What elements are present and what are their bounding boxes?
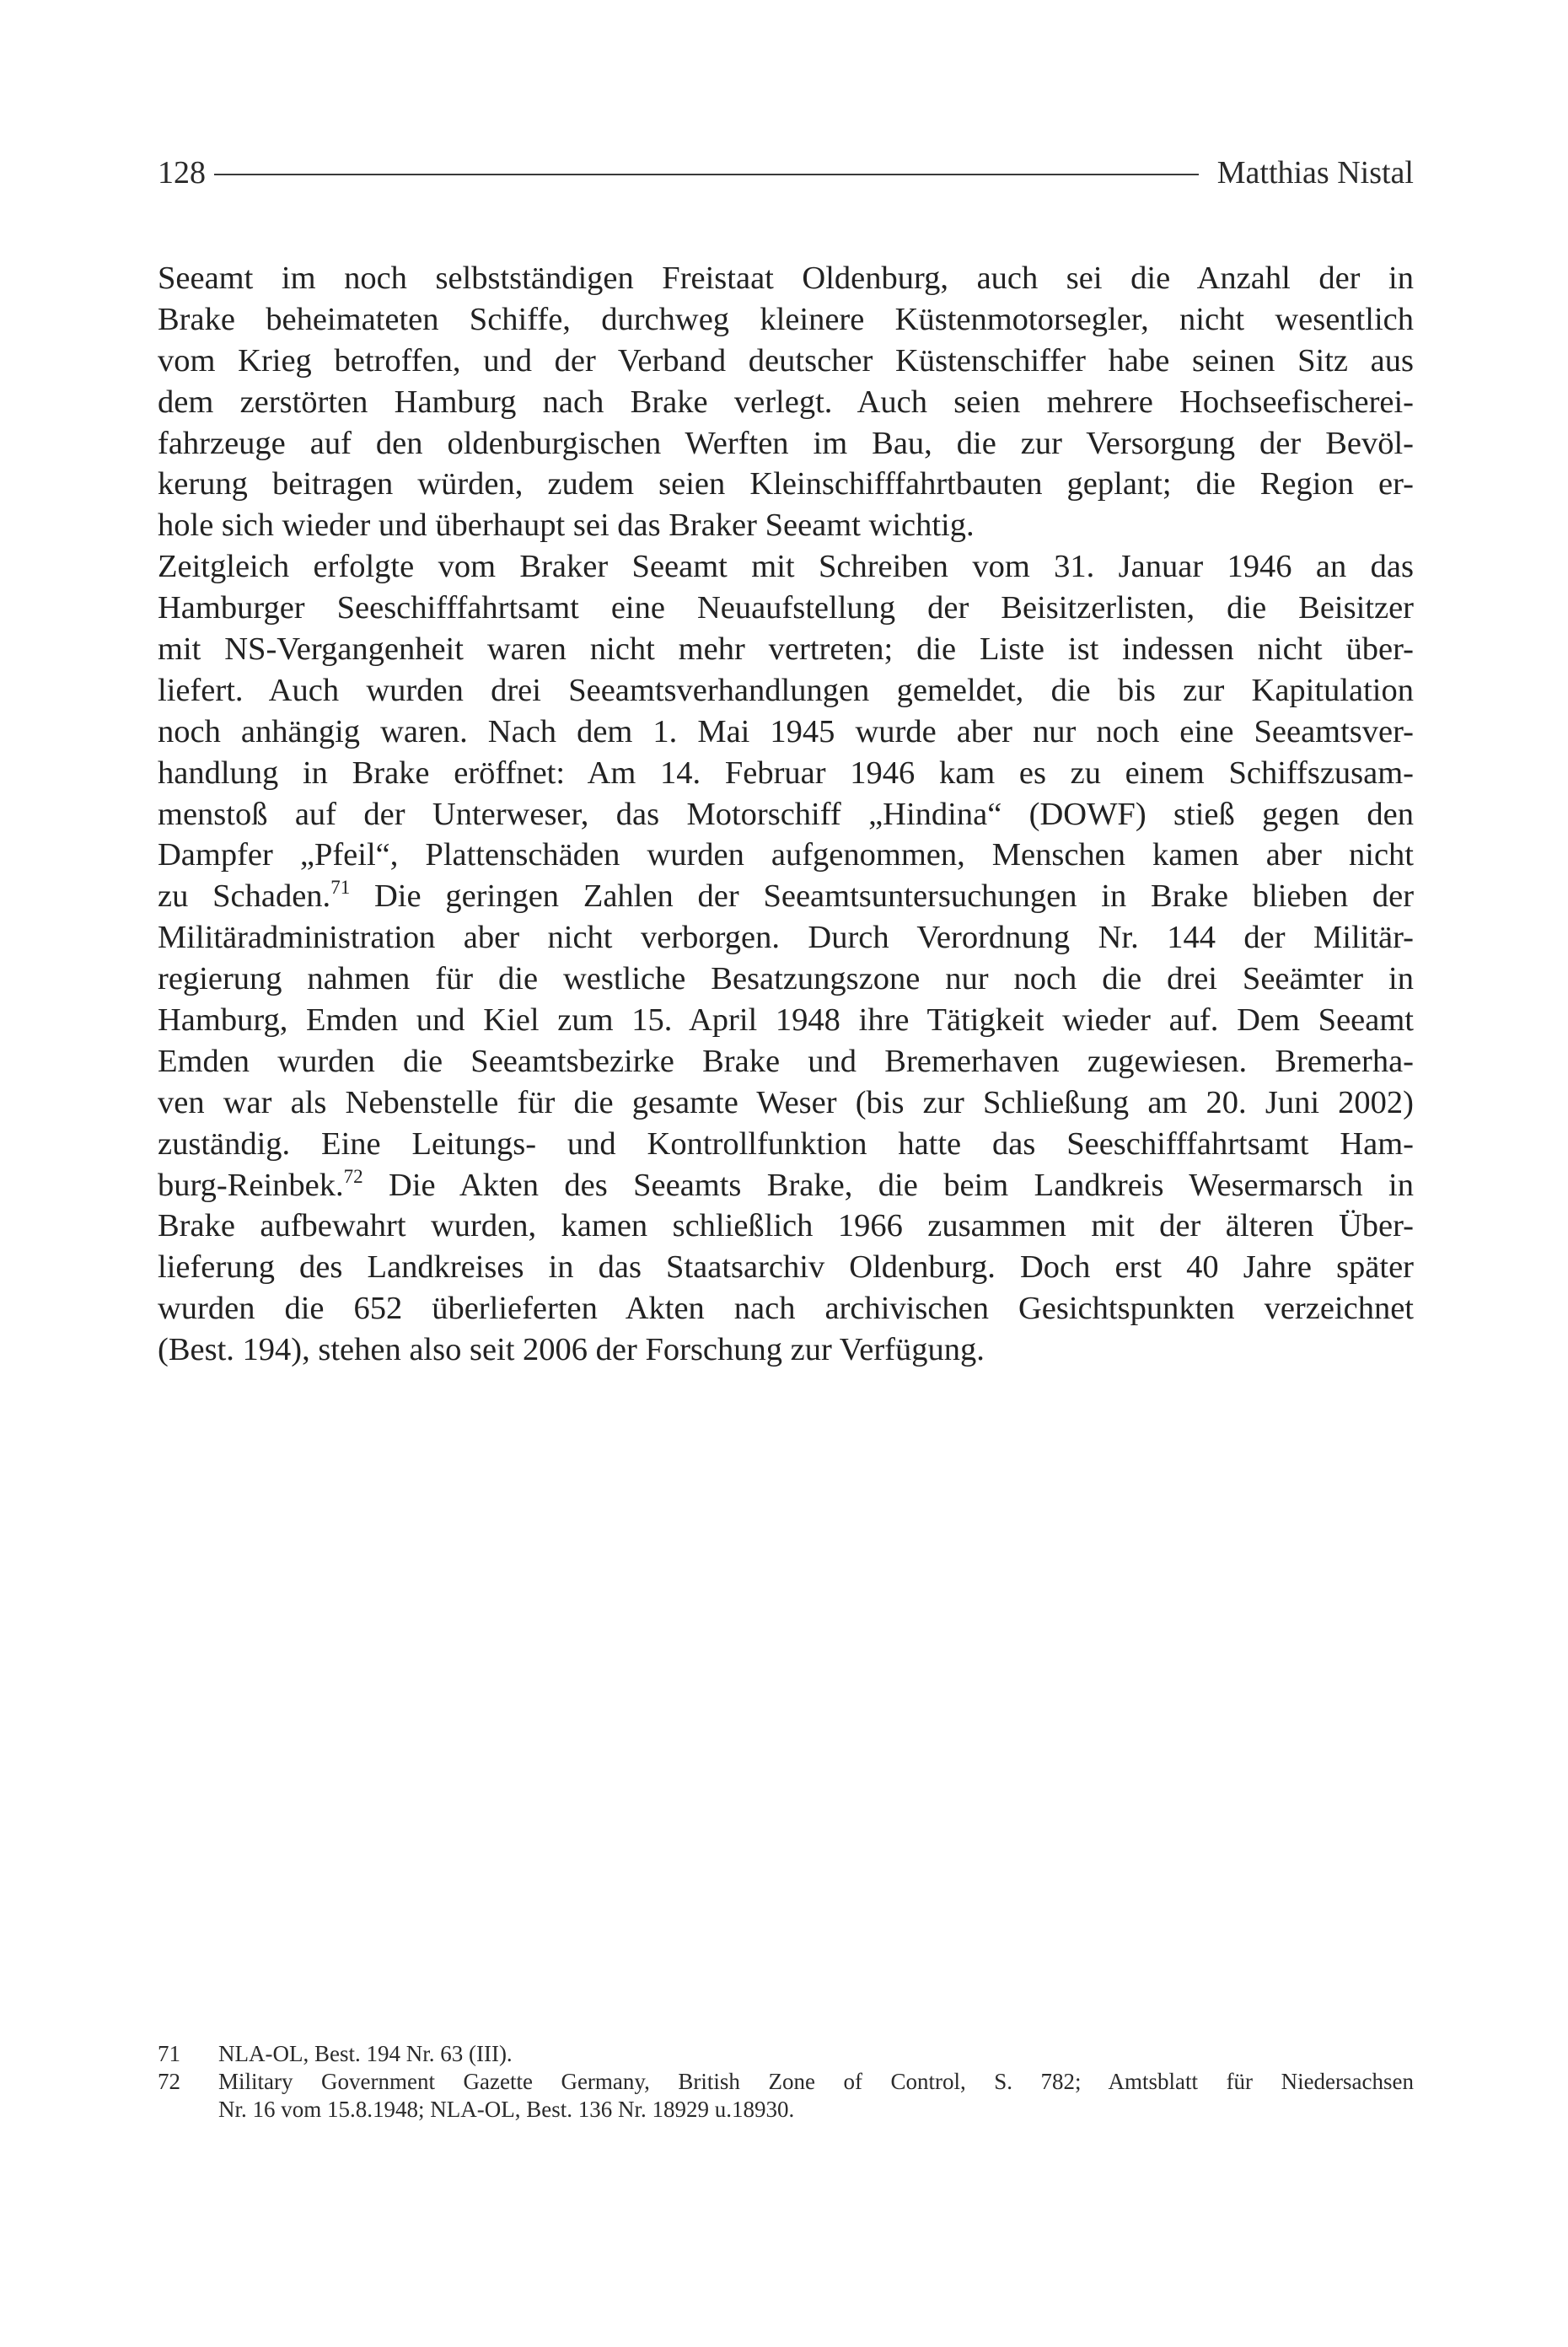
footnote-reference-71[interactable]: 71	[330, 877, 351, 899]
body-line: lieferung des Landkreises in das Staatsarchiv Oldenburg. Doch erst 40 Jahre später	[158, 1249, 1414, 1286]
footnote-72	[158, 2068, 1414, 2124]
body-line: Brake aufbewahrt wurden, kamen schließlich 1966 zusammen mit der älteren Über-	[158, 1208, 1414, 1244]
footnote-reference-72[interactable]: 72	[343, 1165, 363, 1187]
body-line: menstoß auf der Unterweser, das Motorschiff „Hindina“ (DOWF) stieß gegen den	[158, 796, 1414, 832]
footnote-text: Nr. 16 vom 15.8.1948; NLA-OL, Best. 136 Nr. 18929 u.18930.	[218, 2097, 795, 2122]
footnote-text: Military Government Gazette Germany, British Zone of Control, S. 782; Amtsblatt für Niedersachsen	[218, 2069, 1414, 2094]
body-line: liefert. Auch wurden drei Seeamtsverhandlungen gemeldet, die bis zur Kapitulation	[158, 672, 1414, 708]
body-line: Emden wurden die Seeamtsbezirke Brake und Bremerhaven zugewiesen. Bremerha-	[158, 1043, 1414, 1079]
footnote-number: 72	[158, 2069, 180, 2094]
body-line-with-note	[158, 876, 1414, 917]
body-line: vom Krieg betroffen, und der Verband deutscher Küstenschiffer habe seinen Sitz aus	[158, 342, 1414, 379]
body-line: Hamburg, Emden und Kiel zum 15. April 1948 ihre Tätigkeit wieder auf. Dem Seeamt	[158, 1002, 1414, 1039]
running-head-author: Matthias Nistal	[1216, 155, 1414, 191]
footnote-71	[158, 2040, 1414, 2068]
running-header	[158, 152, 1414, 194]
footnote-number: 71	[158, 2041, 180, 2066]
body-line: Hamburger Seeschifffahrtsamt eine Neuaufstellung der Beisitzerlisten, die Beisitzer	[158, 590, 1414, 626]
body-line-end: Die Akten des Seeamts Brake, die beim Landkreis Wesermarsch in	[362, 1167, 1414, 1203]
body-line: Militäradministration aber nicht verborgen. Durch Verordnung Nr. 144 der Militär-	[158, 920, 1414, 956]
body-line: hole sich wieder und überhaupt sei das Braker Seeamt wichtig.	[158, 508, 975, 544]
body-line: Seeamt im noch selbstständigen Freistaat Oldenburg, auch sei die Anzahl der in	[158, 260, 1414, 296]
body-line: handlung in Brake eröffnet: Am 14. Februar 1946 kam es zu einem Schiffszusam-	[158, 755, 1414, 791]
body-line-start: burg-Reinbek.	[158, 1167, 344, 1203]
body-line-start: zu Schaden.	[158, 878, 331, 915]
body-line-with-note	[158, 1165, 1414, 1206]
body-line: dem zerstörten Hamburg nach Brake verlegt. Auch seien mehrere Hochseefischerei-	[158, 384, 1414, 420]
body-line: Dampfer „Pfeil“, Plattenschäden wurden aufgenommen, Menschen kamen aber nicht	[158, 837, 1414, 873]
page-number: 128	[158, 155, 206, 191]
body-line: (Best. 194), stehen also seit 2006 der Forschung zur Verfügung.	[158, 1332, 985, 1368]
body-line: mit NS-Vergangenheit waren nicht mehr vertreten; die Liste ist indessen nicht über-	[158, 631, 1414, 668]
body-line: zuständig. Eine Leitungs- und Kontrollfunktion hatte das Seeschifffahrtsamt Ham-	[158, 1125, 1414, 1162]
body-line: fahrzeuge auf den oldenburgischen Werften im Bau, die zur Versorgung der Bevöl-	[158, 425, 1414, 461]
body-text	[158, 258, 1414, 1371]
body-line: Brake beheimateten Schiffe, durchweg kleinere Küstenmotorsegler, nicht wesentlich	[158, 301, 1414, 337]
body-line: regierung nahmen für die westliche Besatzungszone nur noch die drei Seeämter in	[158, 961, 1414, 997]
body-line-end: Die geringen Zahlen der Seeamtsuntersuchungen in Brake blieben der	[350, 878, 1415, 915]
header-rule	[214, 174, 1199, 175]
body-line: noch anhängig waren. Nach dem 1. Mai 1945 wurde aber nur noch eine Seeamtsver-	[158, 713, 1414, 749]
footnotes	[158, 2040, 1414, 2124]
body-line: wurden die 652 überlieferten Akten nach archivischen Gesichtspunkten verzeichnet	[158, 1291, 1414, 1327]
body-line: ven war als Nebenstelle für die gesamte Weser (bis zur Schließung am 20. Juni 2002)	[158, 1084, 1414, 1120]
footnote-text: NLA-OL, Best. 194 Nr. 63 (III).	[218, 2041, 513, 2066]
body-line: Zeitgleich erfolgte vom Braker Seeamt mit Schreiben vom 31. Januar 1946 an das	[158, 549, 1414, 585]
body-line: kerung beitragen würden, zudem seien Kleinschifffahrtbauten geplant; die Region er-	[158, 466, 1414, 502]
